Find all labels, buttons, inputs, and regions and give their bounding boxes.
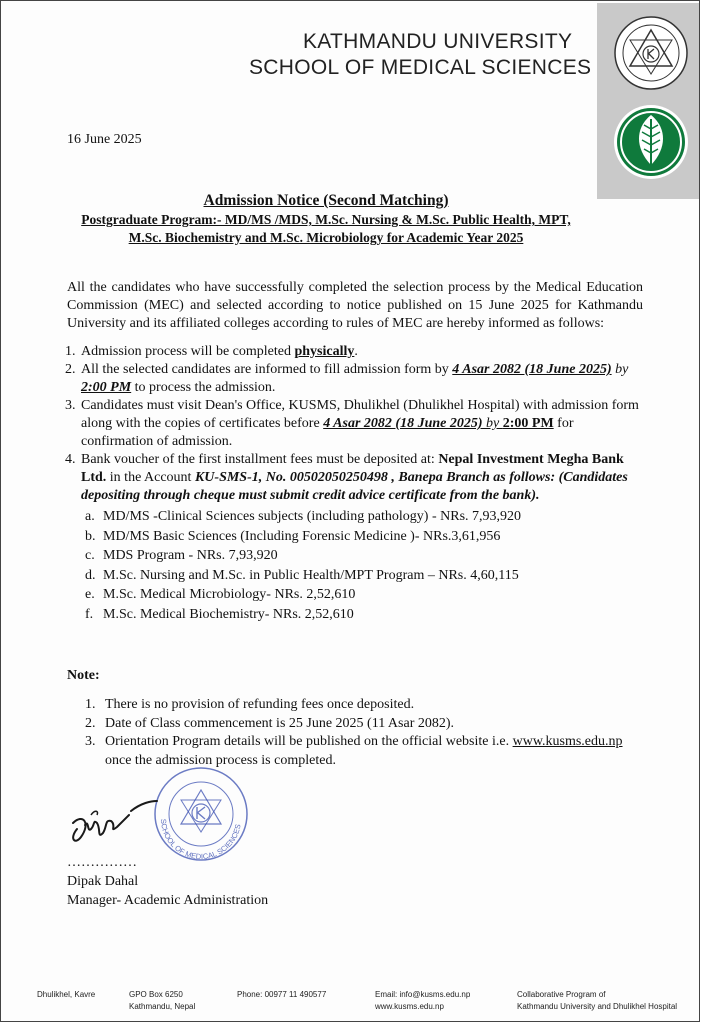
- item-text: Bank voucher of the first installment fees must be deposited at:: [81, 452, 439, 467]
- notice-body: [67, 279, 643, 624]
- instruction-item: [67, 451, 643, 624]
- handwritten-signature-icon: [61, 789, 221, 859]
- fee-list: [81, 507, 643, 624]
- note-text-end: once the admission process is completed.: [105, 752, 336, 768]
- note-item: [87, 715, 647, 734]
- note-item: [87, 696, 647, 715]
- fee-text: MD/MS -Clinical Sciences subjects (including pathology) - NRs. 7,93,920: [103, 509, 522, 524]
- item-number: 3.: [65, 398, 76, 413]
- footer-phone-text: Phone: 00977 11 490577: [237, 990, 327, 999]
- note-heading: Note:: [67, 668, 100, 683]
- fee-text: M.Sc. Medical Biochemistry- NRs. 2,52,610: [103, 606, 354, 622]
- footer-pobox-line2: Kathmandu, Nepal: [129, 1001, 196, 1011]
- footer-web: www.kusms.edu.np: [375, 1001, 444, 1011]
- kathmandu-university-logo-icon: [612, 14, 690, 92]
- signatory-role: Manager- Academic Administration: [67, 893, 269, 908]
- notice-subtitle-line2: M.Sc. Biochemistry and M.Sc. Microbiology for Academic Year 2025: [128, 230, 524, 245]
- note-number: 3.: [85, 734, 96, 749]
- instruction-item: [67, 397, 643, 451]
- note-number: 1.: [85, 697, 96, 712]
- fee-letter: a.: [85, 509, 95, 524]
- footer-collab-line2: Kathmandu University and Dhulikhel Hospital: [517, 1001, 678, 1011]
- notes-list: [87, 696, 647, 770]
- fee-item: [81, 566, 643, 586]
- notice-title: Admission Notice (Second Matching): [203, 192, 449, 209]
- item-number: 1.: [65, 344, 76, 359]
- item-by: by: [482, 416, 503, 431]
- fee-item: [81, 585, 643, 605]
- stamp-text: SCHOOL OF MEDICAL SCIENCES: [158, 818, 243, 862]
- signatory-block: [67, 853, 268, 910]
- fee-text: M.Sc. Nursing and M.Sc. in Public Health/MPT Program – NRs. 4,60,115: [103, 567, 519, 583]
- fee-letter: d.: [85, 567, 96, 583]
- footer-collab: [517, 989, 677, 1012]
- item-emphasis: physically: [294, 344, 355, 359]
- university-name: KATHMANDU UNIVERSITY: [303, 30, 573, 53]
- fee-item: [81, 546, 643, 566]
- footer-pobox: [129, 989, 195, 1012]
- note-text: Date of Class commencement is 25 June 2025 (11 Asar 2082).: [105, 715, 455, 731]
- fee-text: MDS Program - NRs. 7,93,920: [103, 548, 278, 563]
- website-link[interactable]: www.kusms.edu.np: [512, 734, 623, 749]
- note-number: 2.: [85, 715, 96, 731]
- footer-pobox-line1: GPO Box 6250: [129, 990, 183, 999]
- deadline-date: 4 Asar 2082 (18 June 2025): [452, 362, 612, 377]
- notice-date: 16 June 2025: [67, 132, 142, 147]
- fee-letter: f.: [85, 606, 94, 622]
- note-text: Orientation Program details will be published on the official website i.e.: [105, 734, 513, 749]
- fee-letter: b.: [85, 528, 96, 544]
- deadline-time: 2:00 PM: [502, 416, 554, 431]
- notice-subtitle-line1: Postgraduate Program:- MD/MS /MDS, M.Sc. Nursing & M.Sc. Public Health, MPT,: [81, 212, 571, 227]
- fee-item: [81, 507, 643, 527]
- instruction-list: [67, 343, 643, 624]
- item-text-mid: in the Account: [106, 470, 195, 485]
- instruction-item: [67, 343, 643, 361]
- fee-letter: e.: [85, 587, 95, 602]
- item-number: 2.: [65, 362, 76, 377]
- dhulikhel-hospital-leaf-logo-icon: [612, 103, 690, 181]
- fee-letter: c.: [85, 548, 95, 563]
- item-number: 4.: [65, 452, 76, 467]
- item-text-end: to process the admission.: [131, 380, 276, 395]
- fee-item: [81, 527, 643, 547]
- instruction-item: [67, 361, 643, 397]
- bank-account: KU-SMS-1, No. 00502050250498 , Banepa Branch as follows: (Candidates depositing through cheque must submit credit advice certificate from the bank).: [81, 470, 628, 503]
- deadline-date: 4 Asar 2082 (18 June 2025): [323, 416, 483, 431]
- signatory-name: Dipak Dahal: [67, 874, 139, 889]
- fee-text: M.Sc. Medical Microbiology- NRs. 2,52,610: [103, 587, 356, 602]
- item-by: by: [611, 362, 629, 377]
- bank-name: Nepal Investment Megha Bank Ltd.: [81, 452, 624, 485]
- footer-phone: [237, 989, 326, 1001]
- notice-title-block: [65, 191, 587, 247]
- item-text: Admission process will be completed: [81, 344, 295, 359]
- deadline-time: 2:00 PM: [81, 380, 132, 395]
- item-text-end: .: [354, 344, 358, 359]
- note-text: There is no provision of refunding fees once deposited.: [105, 697, 415, 712]
- footer-address-text: Dhulikhel, Kavre: [37, 990, 96, 999]
- item-text: Candidates must visit Dean's Office, KUSMS, Dhulikhel (Dhulikhel Hospital) with admission form along with the copies of certificates before: [81, 398, 639, 431]
- fee-item: [81, 605, 643, 625]
- signature-dots: ……………: [67, 855, 137, 870]
- school-name: SCHOOL OF MEDICAL SCIENCES: [249, 56, 592, 79]
- item-text: All the selected candidates are informed to fill admission form by: [81, 362, 453, 377]
- intro-paragraph: All the candidates who have successfully completed the selection process by the Medical Education Commission (MEC) and selected according to notice published on 15 June 2025 for Kathmandu University and its affiliated colleges according to rules of MEC are hereby informed as follows:: [67, 280, 643, 331]
- footer-contact: [375, 989, 470, 1012]
- footer-address: [37, 989, 95, 1001]
- fee-text: MD/MS Basic Sciences (Including Forensic Medicine )- NRs.3,61,956: [103, 528, 501, 544]
- footer-collab-line1: Collaborative Program of: [517, 990, 606, 999]
- item-text-end: for confirmation of admission.: [81, 416, 574, 449]
- footer-email: Email: info@kusms.edu.np: [375, 990, 471, 999]
